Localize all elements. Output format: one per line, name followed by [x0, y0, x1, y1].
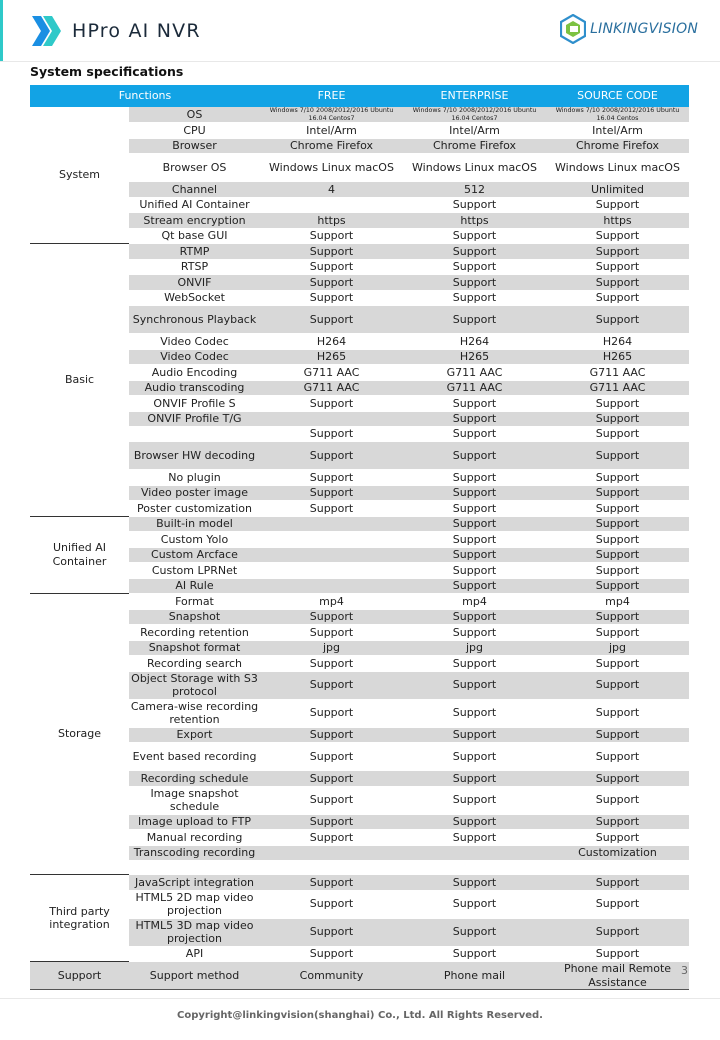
feature-cell: Custom Arcface: [129, 547, 260, 563]
source-code-cell: Support: [546, 830, 689, 846]
table-row: [30, 830, 689, 846]
enterprise-cell: Support: [403, 411, 546, 427]
free-cell: [260, 547, 403, 563]
source-code-cell: Support: [546, 411, 689, 427]
source-code-cell: [546, 861, 689, 875]
feature-cell: Camera-wise recording retention: [130, 699, 259, 727]
free-cell: Support: [260, 946, 403, 962]
source-code-cell: Support: [546, 442, 689, 470]
feature-cell: Manual recording: [129, 830, 260, 846]
support-category-cell: Support: [30, 962, 129, 990]
source-code-cell: Support: [546, 259, 689, 275]
category-cell: System: [30, 107, 129, 244]
source-code-cell: Support: [546, 771, 689, 787]
feature-cell: [129, 427, 260, 442]
table-row: [30, 411, 689, 427]
source-code-cell: Support: [546, 609, 689, 625]
source-code-cell: G711 AAC: [546, 380, 689, 396]
free-cell: Support: [260, 485, 403, 501]
table-row: [30, 594, 689, 610]
source-code-cell: Support: [546, 485, 689, 501]
source-code-cell: Support: [546, 290, 689, 306]
copyright-footer: Copyright@linkingvision(shanghai) Co., Ltd. All Rights Reserved.: [177, 1010, 543, 1021]
free-cell: Support: [260, 427, 403, 442]
free-cell: Windows 7/10 2008/2012/2016 Ubuntu 16.04 Centos7: [260, 107, 403, 123]
enterprise-cell: Support: [403, 890, 546, 918]
source-code-cell: Support: [546, 890, 689, 918]
feature-cell: Recording retention: [129, 625, 260, 641]
free-cell: Support: [260, 470, 403, 486]
enterprise-cell: https: [403, 213, 546, 229]
table-row: [30, 228, 689, 244]
feature-cell: Video Codec: [129, 334, 260, 350]
feature-cell: Built-in model: [129, 516, 260, 532]
feature-cell: No plugin: [129, 470, 260, 486]
enterprise-cell: Support: [403, 244, 546, 260]
table-row: [30, 516, 689, 532]
enterprise-cell: Support: [403, 771, 546, 787]
enterprise-cell: Support: [403, 228, 546, 244]
table-row: [30, 609, 689, 625]
enterprise-cell: Support: [403, 946, 546, 962]
feature-cell: Export: [129, 727, 260, 743]
table-row: [30, 427, 689, 442]
feature-cell: CPU: [129, 123, 260, 139]
free-cell: [260, 578, 403, 594]
source-code-cell: Support: [546, 786, 689, 814]
enterprise-cell: Chrome Firefox: [403, 138, 546, 154]
support-row: [30, 962, 689, 990]
free-cell: Support: [260, 501, 403, 517]
table-row: [30, 182, 689, 198]
feature-cell: Snapshot: [129, 609, 260, 625]
enterprise-cell: Support: [403, 727, 546, 743]
category-cell: Storage: [30, 594, 129, 875]
source-code-cell: Support: [546, 946, 689, 962]
table-row: [30, 861, 689, 875]
feature-cell: Qt base GUI: [129, 228, 260, 244]
feature-cell: Recording search: [129, 656, 260, 672]
table-row: [30, 918, 689, 946]
free-cell: Support: [260, 918, 403, 946]
table-row: [30, 578, 689, 594]
table-row: [30, 290, 689, 306]
source-code-cell: https: [546, 213, 689, 229]
enterprise-cell: Support: [403, 532, 546, 548]
partner-name: LINKINGVISION: [590, 21, 698, 37]
partner-logo: [560, 14, 698, 44]
enterprise-cell: Support: [403, 656, 546, 672]
feature-cell: Browser: [129, 138, 260, 154]
free-cell: Windows Linux macOS: [260, 154, 403, 182]
source-code-cell: Support: [546, 875, 689, 891]
free-cell: [260, 845, 403, 861]
enterprise-cell: Windows 7/10 2008/2012/2016 Ubuntu 16.04 Centos7: [403, 107, 546, 123]
free-cell: Support: [260, 306, 403, 334]
table-row: [30, 470, 689, 486]
col-header-source-code: SOURCE CODE: [546, 85, 689, 107]
free-cell: [260, 563, 403, 579]
section-title: System specifications: [30, 64, 184, 79]
source-code-cell: Support: [546, 727, 689, 743]
table-row: [30, 197, 689, 213]
free-cell: [260, 197, 403, 213]
table-row: [30, 890, 689, 918]
source-code-cell: Chrome Firefox: [546, 138, 689, 154]
free-cell: Chrome Firefox: [260, 138, 403, 154]
feature-cell: [129, 861, 260, 875]
enterprise-cell: Support: [403, 197, 546, 213]
free-cell: Support: [260, 244, 403, 260]
enterprise-cell: mp4: [403, 594, 546, 610]
source-code-cell: H264: [546, 334, 689, 350]
support-free-cell: Community: [260, 962, 403, 990]
feature-cell: Object Storage with S3 protocol: [129, 671, 260, 699]
table-row: [30, 699, 689, 727]
source-code-cell: Support: [546, 516, 689, 532]
table-row: [30, 656, 689, 672]
source-code-cell: Support: [546, 532, 689, 548]
free-cell: Support: [260, 290, 403, 306]
enterprise-cell: G711 AAC: [403, 380, 546, 396]
table-row: [30, 771, 689, 787]
feature-cell: Channel: [129, 182, 260, 198]
support-feature-cell: Support method: [129, 962, 260, 990]
feature-cell: Audio transcoding: [129, 380, 260, 396]
enterprise-cell: Support: [403, 275, 546, 291]
enterprise-cell: Support: [403, 470, 546, 486]
free-cell: Support: [260, 275, 403, 291]
enterprise-cell: Support: [403, 516, 546, 532]
feature-cell: ONVIF Profile T/G: [129, 411, 260, 427]
footer-divider: [0, 998, 720, 999]
feature-cell: Video Codec: [129, 349, 260, 365]
enterprise-cell: Support: [403, 563, 546, 579]
free-cell: Support: [260, 671, 403, 699]
free-cell: mp4: [260, 594, 403, 610]
table-row: [30, 365, 689, 381]
table-row: [30, 244, 689, 260]
feature-cell: HTML5 3D map video projection: [129, 918, 260, 946]
source-code-cell: mp4: [546, 594, 689, 610]
free-cell: Support: [260, 442, 403, 470]
table-row: [30, 875, 689, 891]
table-header-row: [30, 85, 689, 107]
enterprise-cell: Support: [403, 918, 546, 946]
table-row: [30, 334, 689, 350]
free-cell: Support: [260, 609, 403, 625]
feature-cell: RTMP: [129, 244, 260, 260]
feature-cell: OS: [129, 107, 260, 123]
table-row: [30, 107, 689, 123]
source-code-cell: Support: [546, 671, 689, 699]
source-code-cell: Windows 7/10 2008/2012/2016 Ubuntu 16.04 Centos: [546, 107, 689, 123]
free-cell: H264: [260, 334, 403, 350]
col-header-functions: Functions: [30, 85, 260, 107]
free-cell: [260, 411, 403, 427]
table-row: [30, 814, 689, 830]
feature-cell: Recording schedule: [129, 771, 260, 787]
category-cell: Basic: [30, 244, 129, 517]
source-code-cell: Support: [546, 427, 689, 442]
enterprise-cell: Support: [403, 625, 546, 641]
free-cell: G711 AAC: [260, 365, 403, 381]
feature-cell: HTML5 2D map video projection: [129, 890, 260, 918]
source-code-cell: G711 AAC: [546, 365, 689, 381]
source-code-cell: Support: [546, 228, 689, 244]
col-header-free: FREE: [260, 85, 403, 107]
source-code-cell: Support: [546, 547, 689, 563]
feature-cell: ONVIF: [129, 275, 260, 291]
free-cell: [260, 861, 403, 875]
support-enterprise-cell: Phone mail: [403, 962, 546, 990]
source-code-cell: Support: [546, 578, 689, 594]
header-divider: [0, 61, 720, 62]
feature-cell: WebSocket: [129, 290, 260, 306]
free-cell: [260, 532, 403, 548]
feature-cell: Format: [129, 594, 260, 610]
enterprise-cell: Support: [403, 501, 546, 517]
table-row: [30, 743, 689, 771]
enterprise-cell: Support: [403, 442, 546, 470]
linkingvision-logo-icon: [560, 14, 586, 44]
hpro-logo-icon: [30, 14, 64, 48]
table-row: [30, 123, 689, 139]
table-row: [30, 501, 689, 517]
feature-cell: Custom LPRNet: [129, 563, 260, 579]
enterprise-cell: Intel/Arm: [403, 123, 546, 139]
free-cell: Support: [260, 743, 403, 771]
source-code-cell: Support: [546, 699, 689, 727]
table-row: [30, 396, 689, 412]
table-row: [30, 845, 689, 861]
enterprise-cell: [403, 861, 546, 875]
table-row: [30, 727, 689, 743]
free-cell: Support: [260, 396, 403, 412]
enterprise-cell: Windows Linux macOS: [403, 154, 546, 182]
enterprise-cell: Support: [403, 427, 546, 442]
feature-cell: Audio Encoding: [129, 365, 260, 381]
enterprise-cell: Support: [403, 743, 546, 771]
table-row: [30, 625, 689, 641]
table-row: [30, 213, 689, 229]
free-cell: Support: [260, 699, 403, 727]
free-cell: Support: [260, 875, 403, 891]
enterprise-cell: [403, 845, 546, 861]
table-row: [30, 442, 689, 470]
source-code-cell: Unlimited: [546, 182, 689, 198]
free-cell: Support: [260, 786, 403, 814]
source-code-cell: Support: [546, 743, 689, 771]
source-code-cell: Windows Linux macOS: [546, 154, 689, 182]
enterprise-cell: Support: [403, 396, 546, 412]
source-code-cell: Support: [546, 197, 689, 213]
feature-cell: Browser HW decoding: [129, 442, 260, 470]
feature-cell: API: [129, 946, 260, 962]
free-cell: Support: [260, 656, 403, 672]
free-cell: Support: [260, 259, 403, 275]
spec-table: [30, 85, 689, 990]
feature-cell: Unified AI Container: [129, 197, 260, 213]
feature-cell: Transcoding recording: [129, 845, 260, 861]
free-cell: [260, 516, 403, 532]
support-source-code-cell: Phone mail Remote Assistance: [546, 962, 689, 990]
enterprise-cell: 512: [403, 182, 546, 198]
source-code-cell: Support: [546, 501, 689, 517]
table-row: [30, 154, 689, 182]
product-name: HPro AI NVR: [72, 20, 201, 42]
source-code-cell: Support: [546, 244, 689, 260]
enterprise-cell: Support: [403, 306, 546, 334]
feature-cell: Snapshot format: [129, 640, 260, 656]
source-code-cell: Support: [546, 625, 689, 641]
feature-cell: Custom Yolo: [129, 532, 260, 548]
feature-cell: RTSP: [129, 259, 260, 275]
enterprise-cell: Support: [403, 290, 546, 306]
table-row: [30, 259, 689, 275]
table-row: [30, 380, 689, 396]
table-row: [30, 547, 689, 563]
source-code-cell: Support: [546, 656, 689, 672]
source-code-cell: Support: [546, 306, 689, 334]
free-cell: 4: [260, 182, 403, 198]
enterprise-cell: Support: [403, 547, 546, 563]
source-code-cell: Intel/Arm: [546, 123, 689, 139]
product-logo: [30, 14, 201, 48]
enterprise-cell: Support: [403, 875, 546, 891]
table-row: [30, 786, 689, 814]
free-cell: Support: [260, 890, 403, 918]
enterprise-cell: Support: [403, 485, 546, 501]
enterprise-cell: H265: [403, 349, 546, 365]
free-cell: Support: [260, 727, 403, 743]
free-cell: jpg: [260, 640, 403, 656]
feature-cell: ONVIF Profile S: [129, 396, 260, 412]
table-row: [30, 946, 689, 962]
enterprise-cell: Support: [403, 814, 546, 830]
source-code-cell: Support: [546, 470, 689, 486]
feature-cell: AI Rule: [129, 578, 260, 594]
source-code-cell: Support: [546, 275, 689, 291]
feature-cell: Stream encryption: [129, 213, 260, 229]
free-cell: Support: [260, 771, 403, 787]
free-cell: Support: [260, 625, 403, 641]
source-code-cell: Support: [546, 563, 689, 579]
table-row: [30, 138, 689, 154]
source-code-cell: Support: [546, 918, 689, 946]
table-row: [30, 485, 689, 501]
enterprise-cell: jpg: [403, 640, 546, 656]
free-cell: G711 AAC: [260, 380, 403, 396]
col-header-enterprise: ENTERPRISE: [403, 85, 546, 107]
table-row: [30, 306, 689, 334]
enterprise-cell: Support: [403, 786, 546, 814]
table-row: [30, 349, 689, 365]
free-cell: https: [260, 213, 403, 229]
table-row: [30, 532, 689, 548]
source-code-cell: Support: [546, 814, 689, 830]
free-cell: Intel/Arm: [260, 123, 403, 139]
source-code-cell: H265: [546, 349, 689, 365]
feature-cell: Image upload to FTP: [129, 814, 260, 830]
enterprise-cell: Support: [403, 671, 546, 699]
source-code-cell: jpg: [546, 640, 689, 656]
enterprise-cell: Support: [403, 578, 546, 594]
free-cell: Support: [260, 228, 403, 244]
feature-cell: Browser OS: [129, 154, 260, 182]
page-header: [0, 0, 720, 62]
category-cell: Third party integration: [30, 875, 129, 962]
free-cell: H265: [260, 349, 403, 365]
feature-cell: Video poster image: [129, 485, 260, 501]
feature-cell: JavaScript integration: [129, 875, 260, 891]
feature-cell: Image snapshot schedule: [129, 786, 260, 814]
enterprise-cell: Support: [403, 609, 546, 625]
source-code-cell: Customization: [546, 845, 689, 861]
enterprise-cell: Support: [403, 699, 546, 727]
feature-cell: Synchronous Playback: [129, 306, 260, 334]
feature-cell: Event based recording: [129, 743, 260, 771]
enterprise-cell: H264: [403, 334, 546, 350]
enterprise-cell: Support: [403, 830, 546, 846]
enterprise-cell: Support: [403, 259, 546, 275]
table-row: [30, 671, 689, 699]
source-code-cell: Support: [546, 396, 689, 412]
enterprise-cell: G711 AAC: [403, 365, 546, 381]
free-cell: Support: [260, 814, 403, 830]
page-number: 3: [681, 964, 688, 977]
category-cell: Unified AI Container: [30, 516, 129, 594]
table-row: [30, 563, 689, 579]
table-row: [30, 275, 689, 291]
table-row: [30, 640, 689, 656]
feature-cell: Poster customization: [129, 501, 260, 517]
free-cell: Support: [260, 830, 403, 846]
